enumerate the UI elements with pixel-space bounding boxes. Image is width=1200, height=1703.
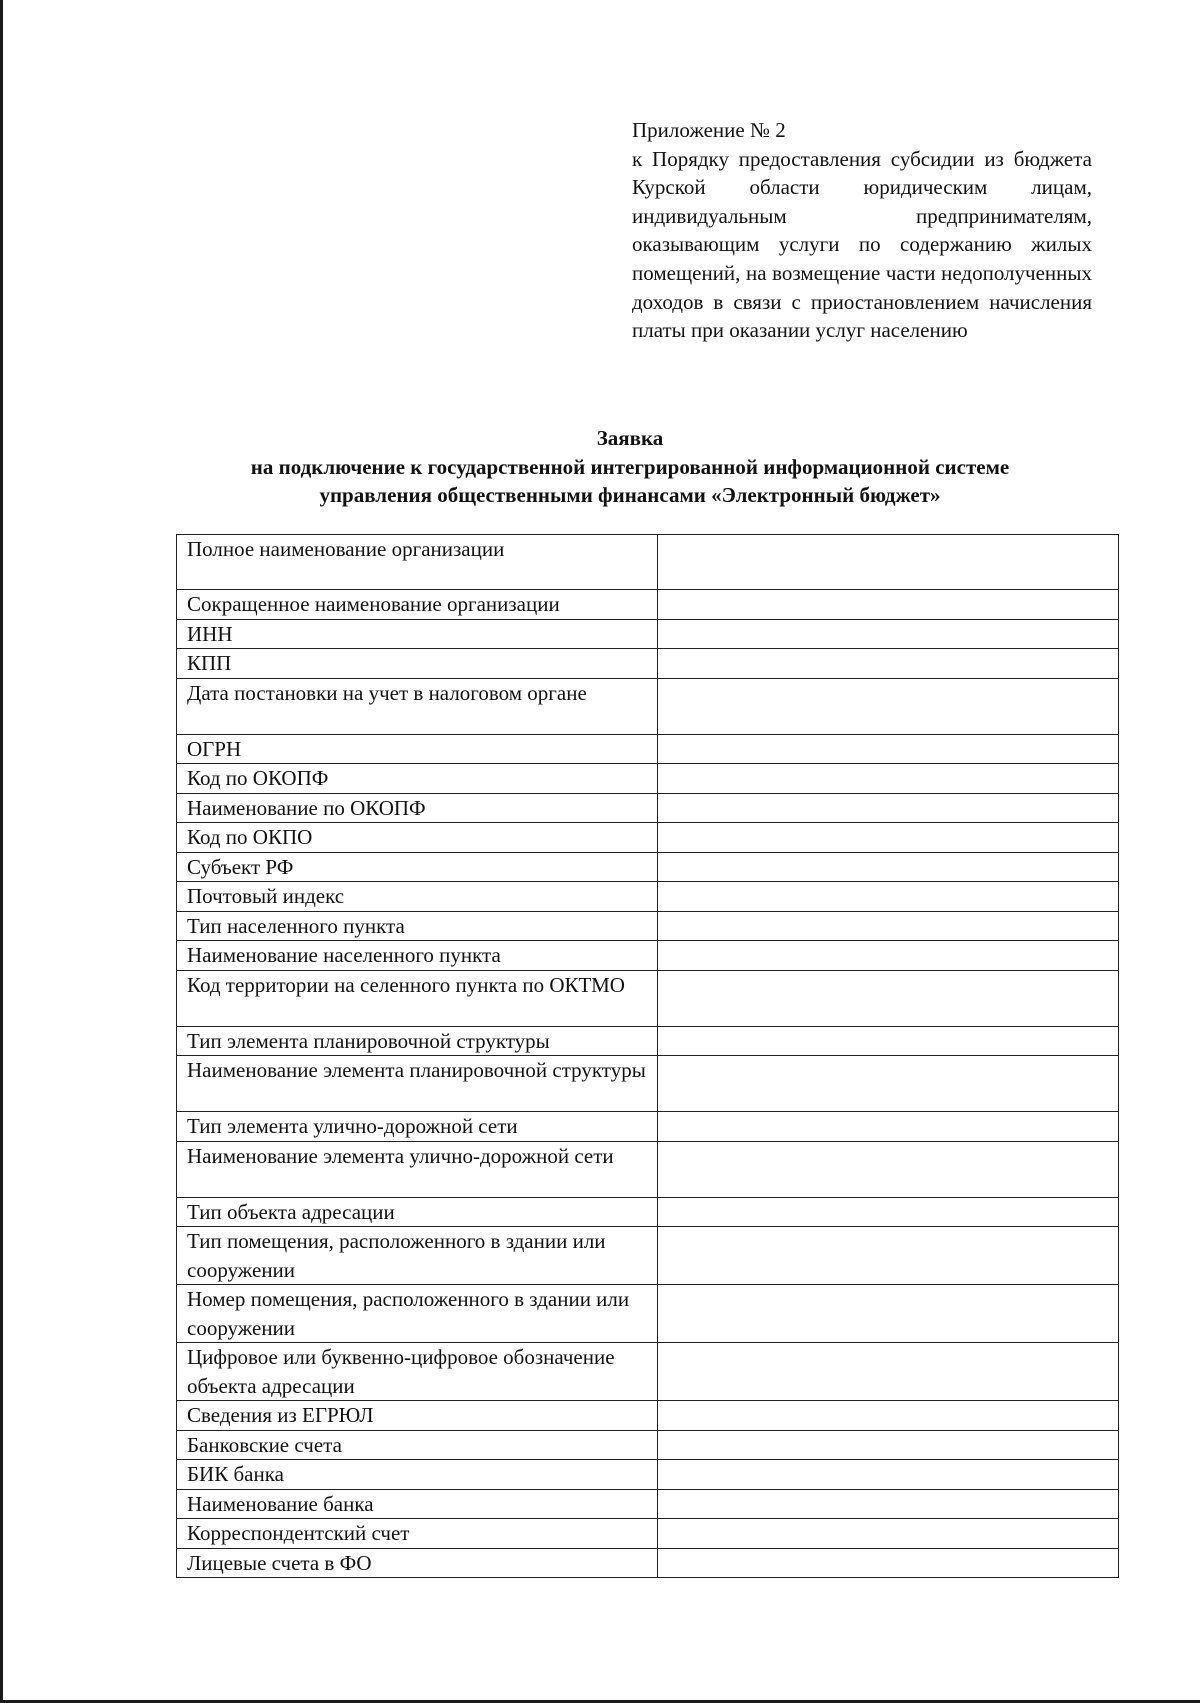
field-value[interactable] bbox=[658, 882, 1119, 912]
field-label: Сокращенное наименование организации bbox=[177, 590, 658, 620]
field-value[interactable] bbox=[658, 1285, 1119, 1343]
field-label: Корреспондентский счет bbox=[177, 1519, 658, 1549]
table-row bbox=[177, 852, 1119, 882]
field-value[interactable] bbox=[658, 1197, 1119, 1227]
field-label: Наименование банка bbox=[177, 1489, 658, 1519]
table-row bbox=[177, 1430, 1119, 1460]
field-value[interactable] bbox=[658, 734, 1119, 764]
field-value[interactable] bbox=[658, 1430, 1119, 1460]
table-row bbox=[177, 1197, 1119, 1227]
field-label: Сведения из ЕГРЮЛ bbox=[177, 1401, 658, 1431]
table-row bbox=[177, 1227, 1119, 1285]
field-value[interactable] bbox=[658, 793, 1119, 823]
field-label: Код по ОКОПФ bbox=[177, 764, 658, 794]
table-row bbox=[177, 970, 1119, 1026]
field-value[interactable] bbox=[658, 941, 1119, 971]
field-label: Банковские счета bbox=[177, 1430, 658, 1460]
field-value[interactable] bbox=[658, 1489, 1119, 1519]
field-label: Цифровое или буквенно-цифровое обозначение объекта адресации bbox=[177, 1343, 658, 1401]
field-label: Тип элемента улично-дорожной сети bbox=[177, 1112, 658, 1142]
field-value[interactable] bbox=[658, 1026, 1119, 1056]
field-label: Тип населенного пункта bbox=[177, 911, 658, 941]
table-row bbox=[177, 1056, 1119, 1112]
table-row bbox=[177, 590, 1119, 620]
field-label: Тип элемента планировочной структуры bbox=[177, 1026, 658, 1056]
field-label: Лицевые счета в ФО bbox=[177, 1548, 658, 1578]
field-label: Наименование населенного пункта bbox=[177, 941, 658, 971]
field-label: Код по ОКПО bbox=[177, 823, 658, 853]
field-value[interactable] bbox=[658, 1519, 1119, 1549]
field-label: ОГРН bbox=[177, 734, 658, 764]
field-label: Дата постановки на учет в налоговом органе bbox=[177, 678, 658, 734]
appendix-text: к Порядку предоставления субсидии из бюджета Курской области юридическим лицам, индивидуальным предпринимателям, оказывающим услуги по содержанию жилых помещений, на возмещение части недополученных доходов в связи с приостановлением начисления платы при оказании услуг населению bbox=[632, 146, 1092, 343]
table-row bbox=[177, 911, 1119, 941]
document-heading bbox=[100, 424, 1160, 510]
table-row bbox=[177, 764, 1119, 794]
heading-subtitle-line-2: управления общественными финансами «Электронный бюджет» bbox=[319, 483, 941, 507]
field-value[interactable] bbox=[658, 535, 1119, 590]
field-label: Код территории на селенного пункта по ОКТМО bbox=[177, 970, 658, 1026]
field-value[interactable] bbox=[658, 1548, 1119, 1578]
field-label: Наименование по ОКОПФ bbox=[177, 793, 658, 823]
field-label: ИНН bbox=[177, 619, 658, 649]
field-label: Субъект РФ bbox=[177, 852, 658, 882]
field-label: Номер помещения, расположенного в здании или сооружении bbox=[177, 1285, 658, 1343]
field-value[interactable] bbox=[658, 678, 1119, 734]
field-value[interactable] bbox=[658, 1112, 1119, 1142]
field-value[interactable] bbox=[658, 1460, 1119, 1490]
appendix-block bbox=[632, 116, 1092, 345]
appendix-title: Приложение № 2 bbox=[632, 118, 786, 142]
field-value[interactable] bbox=[658, 590, 1119, 620]
field-value[interactable] bbox=[658, 619, 1119, 649]
field-value[interactable] bbox=[658, 1141, 1119, 1197]
table-row bbox=[177, 734, 1119, 764]
table-row bbox=[177, 882, 1119, 912]
table-row bbox=[177, 1112, 1119, 1142]
field-value[interactable] bbox=[658, 1227, 1119, 1285]
table-row bbox=[177, 678, 1119, 734]
table-row bbox=[177, 1460, 1119, 1490]
scan-edge-left bbox=[0, 0, 3, 1703]
table-row bbox=[177, 823, 1119, 853]
table-row bbox=[177, 941, 1119, 971]
field-value[interactable] bbox=[658, 1401, 1119, 1431]
field-label: Тип объекта адресации bbox=[177, 1197, 658, 1227]
field-label: КПП bbox=[177, 649, 658, 679]
field-value[interactable] bbox=[658, 970, 1119, 1026]
table-row bbox=[177, 1141, 1119, 1197]
field-value[interactable] bbox=[658, 823, 1119, 853]
field-label: Наименование элемента планировочной структуры bbox=[177, 1056, 658, 1112]
table-row bbox=[177, 1026, 1119, 1056]
field-label: Тип помещения, расположенного в здании или сооружении bbox=[177, 1227, 658, 1285]
field-label: Наименование элемента улично-дорожной сети bbox=[177, 1141, 658, 1197]
field-label: БИК банка bbox=[177, 1460, 658, 1490]
table-row bbox=[177, 1401, 1119, 1431]
table-row bbox=[177, 1489, 1119, 1519]
field-value[interactable] bbox=[658, 852, 1119, 882]
heading-title: Заявка bbox=[596, 426, 664, 450]
table-row bbox=[177, 1343, 1119, 1401]
field-value[interactable] bbox=[658, 911, 1119, 941]
table-row bbox=[177, 619, 1119, 649]
heading-subtitle-line-1: на подключение к государственной интегрированной информационной системе bbox=[250, 454, 1010, 479]
field-value[interactable] bbox=[658, 1056, 1119, 1112]
table-row bbox=[177, 1519, 1119, 1549]
application-form-table bbox=[176, 534, 1119, 1578]
field-label: Полное наименование организации bbox=[177, 535, 658, 590]
table-row bbox=[177, 1285, 1119, 1343]
table-row bbox=[177, 535, 1119, 590]
field-value[interactable] bbox=[658, 649, 1119, 679]
field-label: Почтовый индекс bbox=[177, 882, 658, 912]
field-value[interactable] bbox=[658, 1343, 1119, 1401]
table-row bbox=[177, 649, 1119, 679]
table-row bbox=[177, 1548, 1119, 1578]
field-value[interactable] bbox=[658, 764, 1119, 794]
table-row bbox=[177, 793, 1119, 823]
